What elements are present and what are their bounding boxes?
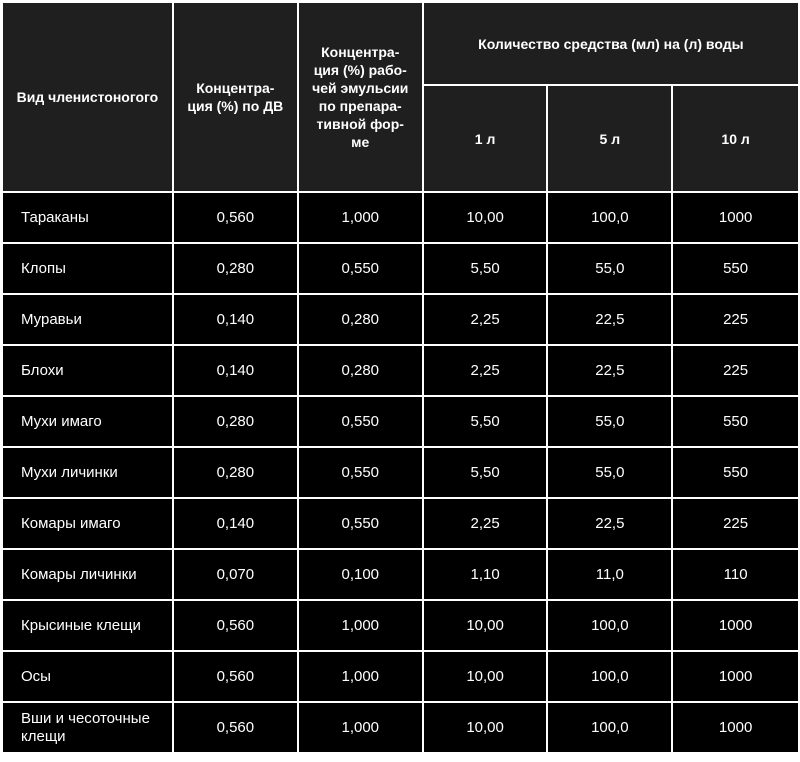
- header-5l: 5 л: [548, 86, 671, 191]
- header-10l: 10 л: [673, 86, 798, 191]
- species-name: Клопы: [3, 244, 172, 293]
- table-row: [3, 652, 798, 701]
- concentration-dv: 0,560: [174, 193, 297, 242]
- amount-10l: 225: [673, 499, 798, 548]
- amount-5l: 22,5: [548, 499, 671, 548]
- species-name: Вши и чесоточные клещи: [3, 703, 172, 752]
- concentration-emulsion: 0,550: [299, 448, 422, 497]
- concentration-emulsion: 1,000: [299, 601, 422, 650]
- amount-1l: 10,00: [424, 193, 547, 242]
- amount-10l: 1000: [673, 652, 798, 701]
- table-row: [3, 703, 798, 752]
- amount-5l: 100,0: [548, 601, 671, 650]
- species-name: Комары личинки: [3, 550, 172, 599]
- amount-5l: 22,5: [548, 346, 671, 395]
- amount-5l: 100,0: [548, 652, 671, 701]
- concentration-dv: 0,560: [174, 703, 297, 752]
- concentration-dv: 0,280: [174, 397, 297, 446]
- species-name: Муравьи: [3, 295, 172, 344]
- amount-5l: 100,0: [548, 703, 671, 752]
- header-concentration-emulsion: Концентра-ция (%) рабо-чей эмульсии по препара-тивной фор-ме: [299, 3, 422, 191]
- amount-1l: 2,25: [424, 499, 547, 548]
- header-concentration-dv: Концентра-ция (%) по ДВ: [174, 3, 297, 191]
- concentration-emulsion: 0,550: [299, 244, 422, 293]
- amount-1l: 10,00: [424, 703, 547, 752]
- amount-1l: 5,50: [424, 244, 547, 293]
- table-row: [3, 193, 798, 242]
- species-name: Крысиные клещи: [3, 601, 172, 650]
- amount-1l: 1,10: [424, 550, 547, 599]
- table-row: [3, 448, 798, 497]
- species-name: Блохи: [3, 346, 172, 395]
- amount-10l: 225: [673, 295, 798, 344]
- concentration-emulsion: 0,550: [299, 397, 422, 446]
- table-row: [3, 397, 798, 446]
- concentration-emulsion: 1,000: [299, 193, 422, 242]
- table-row: [3, 346, 798, 395]
- amount-10l: 550: [673, 448, 798, 497]
- species-name: Комары имаго: [3, 499, 172, 548]
- table-row: [3, 244, 798, 293]
- concentration-dv: 0,280: [174, 244, 297, 293]
- amount-5l: 55,0: [548, 448, 671, 497]
- dosage-table: [1, 1, 800, 754]
- species-name: Мухи личинки: [3, 448, 172, 497]
- header-1l: 1 л: [424, 86, 547, 191]
- concentration-emulsion: 1,000: [299, 652, 422, 701]
- amount-1l: 2,25: [424, 346, 547, 395]
- amount-1l: 10,00: [424, 601, 547, 650]
- amount-5l: 55,0: [548, 244, 671, 293]
- amount-10l: 550: [673, 244, 798, 293]
- concentration-dv: 0,070: [174, 550, 297, 599]
- species-name: Мухи имаго: [3, 397, 172, 446]
- amount-1l: 5,50: [424, 448, 547, 497]
- header-species: Вид членистоногого: [3, 3, 172, 191]
- header-amount-group: Количество средства (мл) на (л) воды: [424, 3, 798, 84]
- concentration-dv: 0,280: [174, 448, 297, 497]
- amount-10l: 225: [673, 346, 798, 395]
- concentration-dv: 0,560: [174, 601, 297, 650]
- table-row: [3, 601, 798, 650]
- amount-10l: 110: [673, 550, 798, 599]
- concentration-emulsion: 0,550: [299, 499, 422, 548]
- amount-1l: 5,50: [424, 397, 547, 446]
- concentration-dv: 0,140: [174, 499, 297, 548]
- amount-10l: 550: [673, 397, 798, 446]
- amount-10l: 1000: [673, 601, 798, 650]
- amount-5l: 22,5: [548, 295, 671, 344]
- amount-1l: 10,00: [424, 652, 547, 701]
- concentration-dv: 0,560: [174, 652, 297, 701]
- amount-5l: 100,0: [548, 193, 671, 242]
- concentration-dv: 0,140: [174, 295, 297, 344]
- species-name: Тараканы: [3, 193, 172, 242]
- amount-5l: 11,0: [548, 550, 671, 599]
- concentration-emulsion: 0,280: [299, 346, 422, 395]
- amount-5l: 55,0: [548, 397, 671, 446]
- amount-10l: 1000: [673, 193, 798, 242]
- concentration-emulsion: 0,280: [299, 295, 422, 344]
- table-row: [3, 295, 798, 344]
- table-row: [3, 550, 798, 599]
- amount-10l: 1000: [673, 703, 798, 752]
- concentration-emulsion: 1,000: [299, 703, 422, 752]
- amount-1l: 2,25: [424, 295, 547, 344]
- species-name: Осы: [3, 652, 172, 701]
- table-row: [3, 499, 798, 548]
- concentration-emulsion: 0,100: [299, 550, 422, 599]
- concentration-dv: 0,140: [174, 346, 297, 395]
